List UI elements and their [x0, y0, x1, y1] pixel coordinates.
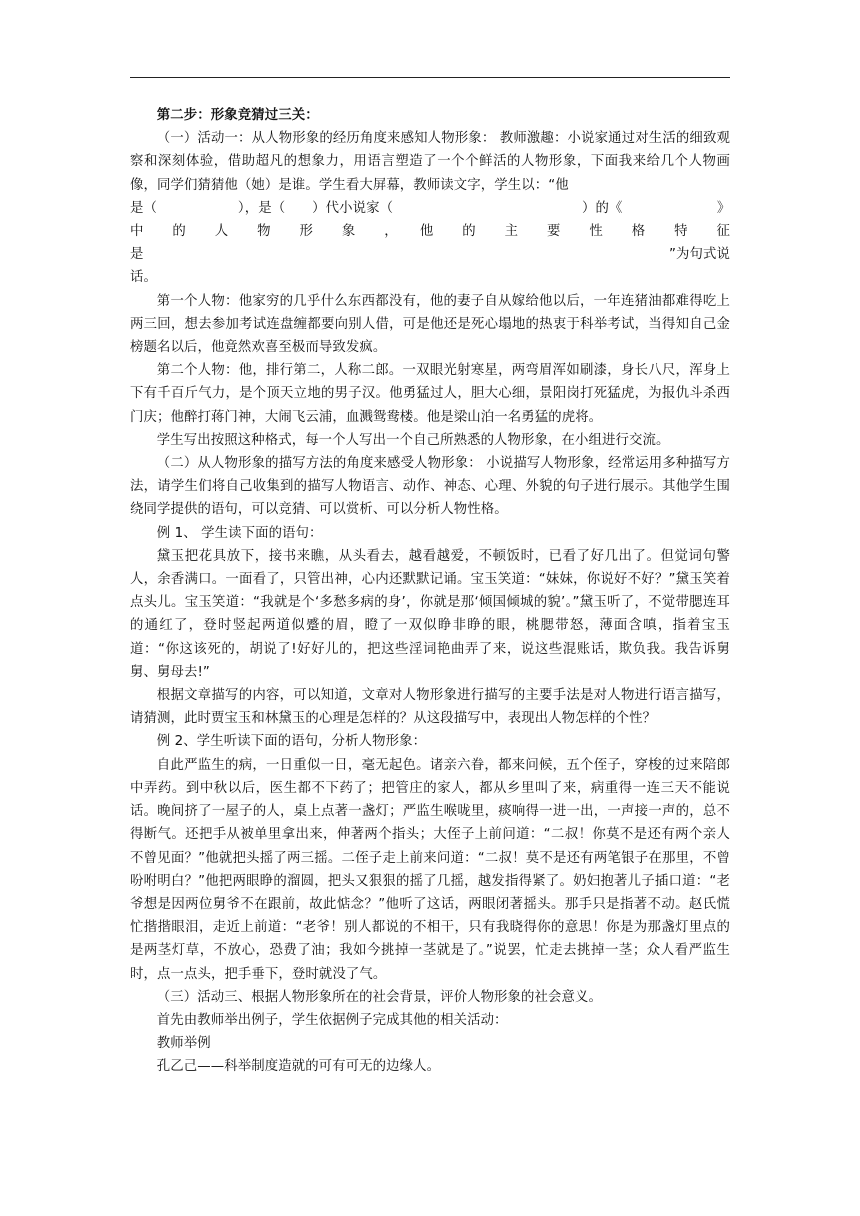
- document-body: [130, 104, 730, 1079]
- header-rule: [130, 77, 730, 78]
- activity1-line3: [130, 243, 730, 266]
- line3-start: 是: [130, 247, 144, 263]
- activity1-line2: 中 的 人 物 形 象 ， 他 的 主 要 性 格 特 征: [130, 224, 730, 240]
- activity3-instruction: 首先由教师举出例子，学生依据例子完成其他的相关活动：: [156, 1012, 508, 1028]
- activity3-intro: （三）活动三、根据人物形象所在的社会背景，评价人物形象的社会意义。: [156, 989, 602, 1005]
- section-heading: 第二步：形象竞猜过三关：: [156, 108, 319, 123]
- example1-label: 例 1、 学生读下面的语句：: [156, 525, 323, 541]
- activity1-line4: 话。: [130, 270, 157, 286]
- activity1-intro: （一）活动一：从人物形象的经历角度来感知人物形象： 教师激趣：小说家通过对生活的细致观察和深刻体验，借助超凡的想象力，用语言塑造了一个个鲜活的人物形象，下面我来给几个人物画像，同学们猜猜他（她）是谁。学生看大屏幕，教师读文字，学生以：“他: [130, 131, 730, 193]
- line3-end: ”为句式说: [669, 247, 730, 263]
- activity1-blank-line: 是（ ），是（ ）代小说家（ ）的《 》: [130, 200, 731, 216]
- teacher-example-label: 教师举例: [156, 1036, 211, 1052]
- teacher-example: 孔乙己——科举制度造就的可有可无的边缘人。: [156, 1059, 441, 1075]
- person1-paragraph: 第一个人物：他家穷的几乎什么东西都没有，他的妻子自从嫁给他以后，一年连猪油都难得吃上两三回，想去参加考试连盘缠都要向别人借，可是他还是死心塌地的热衷于科举考试，当得知自己金榜题名以后，他竟然欢喜至极而导致发疯。: [130, 293, 730, 356]
- activity2-intro: （二）从人物形象的描写方法的角度来感受人物形象： 小说描写人物形象，经常运用多种描写方法，请学生们将自己收集到的描写人物语言、动作、神态、心理、外貌的句子进行展示。其他学生围绕同学提供的语句，可以竞猜、可以赏析、可以分析人物性格。: [130, 456, 730, 518]
- example2-text: 自此严监生的病，一日重似一日，毫无起色。诸亲六眷，都来问候，五个侄子，穿梭的过来陪郎中弄药。到中秋以后，医生都不下药了；把管庄的家人，都从乡里叫了来，病重得一连三天不能说话。晚间挤了一屋子的人，桌上点著一盏灯；严监生喉咙里，痰响得一进一出，一声接一声的，总不得断气。还把手从被单里拿出来，伸著两个指头；大侄子上前问道：“二叔！你莫不是还有两个亲人不曾见面？”他就把头摇了两三摇。二侄子走上前来问道：“二叔！莫不是还有两笔银子在那里，不曾吩咐明白？”他把两眼睁的溜圆，把头又狠狠的摇了几摇，越发指得紧了。奶妇抱著儿子插口道：“老爷想是因两位舅爷不在跟前，故此惦念？”他听了这话，两眼闭著摇头。那手只是指著不动。赵氏慌忙揩揩眼泪，走近上前道：“老爷！别人都说的不相干，只有我晓得你的意思！你是为那盏灯里点的是两茎灯草，不放心，恐费了油；我如今挑掉一茎就是了。”说罢，忙走去挑掉一茎；众人看严监生时，点一点头，把手垂下，登时就没了气。: [130, 757, 730, 982]
- person2-paragraph: 第二个人物：他，排行第二，人称二郎。一双眼光射寒星，两弯眉浑如刷漆，身长八尺，浑身上下有千百斤气力，是个顶天立地的男子汉。他勇猛过人，胆大心细，景阳岗打死猛虎，为报仇斗杀西门庆；他醉打蒋门神，大闹飞云浦，血溅鸳鸯楼。他是梁山泊一名勇猛的虎将。: [130, 363, 730, 425]
- example1-text: 黛玉把花具放下，接书来瞧，从头看去，越看越爱，不顿饭时，已看了好几出了。但觉词句警人，余香满口。一面看了，只管出神，心内还默默记诵。宝玉笑道：“妹妹，你说好不好？”黛玉笑着点头儿。宝玉笑道：“我就是个‘多愁多病的身’，你就是那‘倾国倾城的貌’。”黛玉听了，不觉带腮连耳的通红了，登时竖起两道似蹙的眉，瞪了一双似睁非睁的眼，桃腮带怒，薄面含嗔，指着宝玉道：“你这该死的，胡说了!好好儿的，把这些淫词艳曲弄了来，说这些混账话，欺负我。我告诉舅舅、舅母去!”: [130, 548, 730, 680]
- example1-question: 根据文章描写的内容，可以知道，文章对人物形象进行描写的主要手法是对人物进行语言描写，请猜测，此时贾宝玉和林黛玉的心理是怎样的？从这段描写中，表现出人物怎样的个性？: [130, 688, 730, 727]
- activity1-task: 学生写出按照这种格式，每一个人写出一个自己所熟悉的人物形象，在小组进行交流。: [156, 432, 670, 448]
- example2-label: 例 2、学生听读下面的语句，分析人物形象：: [156, 734, 427, 750]
